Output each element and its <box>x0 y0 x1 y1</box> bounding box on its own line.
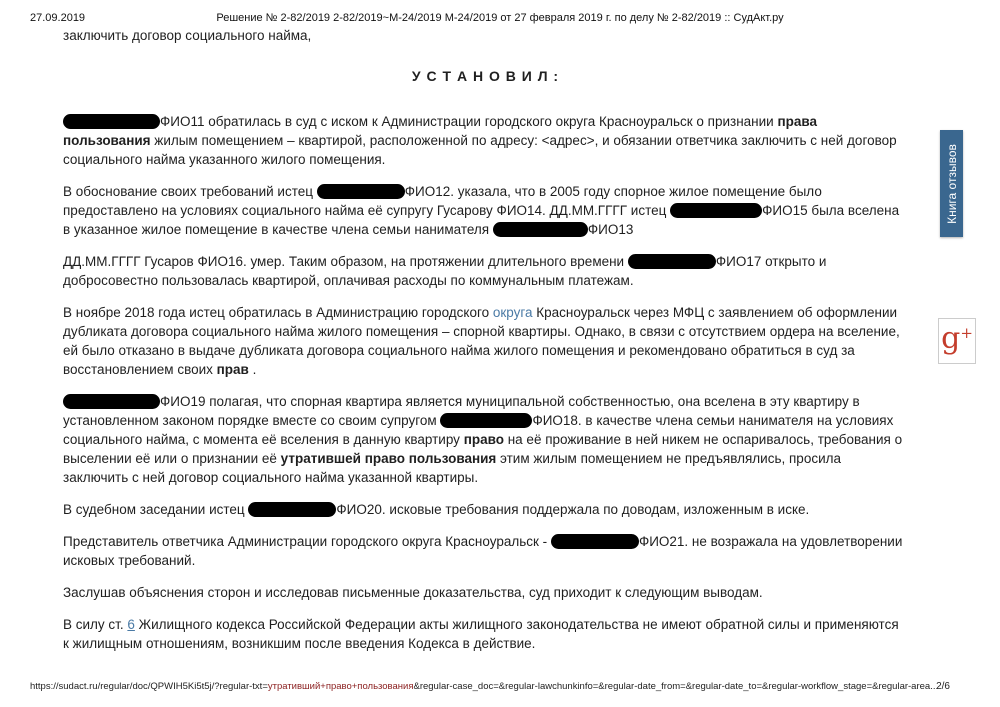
text-segment: на её проживание в ней никем не оспаривалось, требования о выселении её или о признании её <box>63 432 903 466</box>
footer-url <box>30 681 938 692</box>
text-segment: В силу ст. <box>63 617 128 632</box>
text-segment: ФИО20. исковые требования поддержала по доводам, изложенным в иске. <box>336 502 810 517</box>
redaction-box <box>63 114 160 129</box>
page-indicator: 2/6 <box>936 681 950 692</box>
footer-url-suffix: &regular-case_doc=&regular-lawchunkinfo=&regular-date_from=&regular-date_to=&regular-workflow_stage=&regular-area... <box>413 681 939 692</box>
text-segment: Красноуральск через МФЦ с заявлением об оформлении дубликата договора социального найма жилого помещения – спорной квартиры. Однако, в связи с отсутствием ордера на вселение, ей было отказано в выдаче дубликата договора социального найма жилого помещения и рекомендовано обратиться в суд за восстановлением своих <box>63 305 900 377</box>
highlighted-term: прав <box>216 362 249 377</box>
text-segment: ФИО17 открыто и добросовестно пользовалась квартирой, оплачивая расходы по коммунальным платежам. <box>63 254 827 288</box>
paragraph <box>63 392 908 487</box>
redaction-box <box>63 394 160 409</box>
google-plus-icon[interactable] <box>938 318 976 364</box>
text-segment: жилым помещением – квартирой, расположенной по адресу: <адрес>, и обязании ответчика заключить с ней договор социального найма указанного жилого помещения. <box>63 133 897 167</box>
text-segment: ФИО12. указала, что в 2005 году спорное жилое помещение было предоставлено на условиях социального найма её супругу Гусарову ФИО14. ДД.ММ.ГГГГ истец <box>63 184 822 218</box>
document-content <box>63 26 908 666</box>
text-segment: В ноябре 2018 года истец обратилась в Администрацию городского <box>63 305 493 320</box>
paragraph <box>63 615 908 653</box>
text-segment: В обоснование своих требований истец <box>63 184 317 199</box>
text-segment: В судебном заседании истец <box>63 502 249 517</box>
text-segment: ФИО18. в качестве члена семьи нанимателя на условиях социального найма, с момента её вселения в данную квартиру <box>63 413 894 447</box>
document-body <box>63 112 908 653</box>
highlighted-term: права пользования <box>63 114 818 148</box>
feedback-book-tab[interactable] <box>940 130 963 237</box>
redaction-box <box>628 254 716 269</box>
text-segment: Заслушав объяснения сторон и исследовав письменные доказательства, суд приходит к следующим выводам. <box>63 585 763 600</box>
text-segment: этим жилым помещением не предъявлялись, просила заключить с ней договор социального найма указанной квартиры. <box>63 451 841 485</box>
text-segment: ФИО21. не возражала на удовлетворении исковых требований. <box>63 534 903 568</box>
document-title: Решение № 2-82/2019 2-82/2019~М-24/2019 М-24/2019 от 27 февраля 2019 г. по делу № 2-82/2019 :: СудАкт.ру <box>216 12 784 24</box>
print-date: 27.09.2019 <box>30 12 86 24</box>
inline-link[interactable]: 6 <box>127 617 135 632</box>
print-footer <box>0 681 1000 695</box>
inline-link[interactable]: округа <box>492 305 533 320</box>
redaction-box <box>317 184 405 199</box>
text-segment: ДД.ММ.ГГГГ Гусаров ФИО16. умер. Таким образом, на протяжении длительного времени <box>63 254 628 269</box>
paragraph <box>63 532 908 570</box>
paragraph <box>63 252 908 290</box>
gplus-g-glyph: g <box>941 321 961 356</box>
redaction-box <box>551 534 639 549</box>
feedback-book-label: Книга отзывов <box>944 143 959 224</box>
text-segment: ФИО13 <box>587 222 634 237</box>
highlighted-term: право <box>463 432 504 447</box>
continuation-line: заключить договор социального найма, <box>63 28 312 43</box>
redaction-box <box>440 413 532 428</box>
section-heading: У С Т А Н О В И Л : <box>411 68 560 84</box>
redaction-box <box>493 222 588 237</box>
text-segment: ФИО19 полагая, что спорная квартира является муниципальной собственностью, она вселена в эту квартиру в установленном законом порядке вместе со своим супругом <box>63 394 860 428</box>
footer-url-query: утративший+право+пользования <box>267 681 414 692</box>
text-segment: . <box>248 362 257 377</box>
text-segment: Представитель ответчика Администрации городского округа Красноуральск - <box>63 534 551 549</box>
text-segment: ФИО15 была вселена в указанное жилое помещение в качестве члена семьи нанимателя <box>63 203 900 237</box>
paragraph <box>63 182 908 239</box>
highlighted-term: утратившей право пользования <box>280 451 497 466</box>
paragraph <box>63 303 908 379</box>
footer-url-prefix: https://sudact.ru/regular/doc/QPWIH5Ki5t5j/?regular-txt= <box>30 681 268 692</box>
redaction-box <box>248 502 336 517</box>
paragraph <box>63 583 908 602</box>
text-segment: Жилищного кодекса Российской Федерации акты жилищного законодательства не имеют обратной силы и применяются к жилищным отношениям, возникшим после введения Кодекса в действие. <box>63 617 899 651</box>
paragraph <box>63 500 908 519</box>
gplus-plus-glyph: + <box>960 324 973 342</box>
paragraph <box>63 112 908 169</box>
redaction-box <box>670 203 762 218</box>
text-segment: ФИО11 обратилась в суд с иском к Администрации городского округа Красноуральск о признании <box>160 114 778 129</box>
